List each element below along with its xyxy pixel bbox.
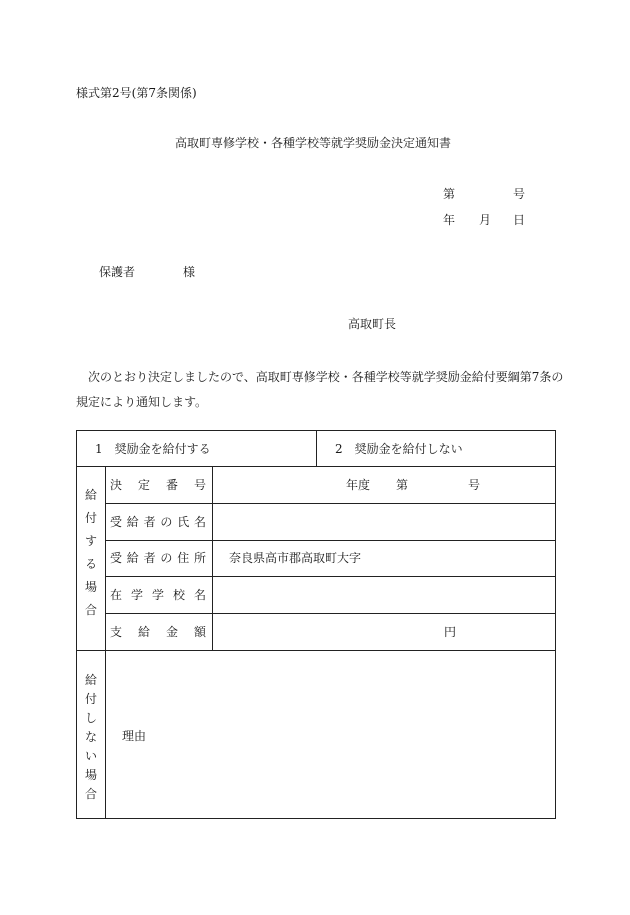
addressee-honorific: 様	[183, 265, 196, 279]
table-divider	[105, 613, 555, 614]
row-label-recipient-name: 受 給 者 の 氏 名	[110, 515, 206, 529]
addressee-label: 保護者	[99, 265, 136, 279]
decision-number-fiscal-year: 年度	[346, 478, 371, 492]
date-month: 月	[479, 213, 492, 227]
no-grant-section-heading: 給 付 し な い 場 合	[84, 673, 97, 801]
reason-label: 理由	[122, 729, 147, 743]
grant-section-heading: 給 付 す る 場 合	[84, 488, 97, 617]
decision-table	[76, 430, 556, 819]
option-no-grant: 2 奨励金を給付しない	[335, 442, 463, 456]
decision-number-dai: 第	[396, 478, 409, 492]
table-divider	[105, 466, 106, 818]
table-divider	[105, 576, 555, 577]
body-text-line-2: 規定により通知します。	[76, 395, 208, 409]
row-label-school-name: 在 学 学 校 名	[110, 588, 206, 602]
recipient-address-value: 奈良県高市郡高取町大字	[229, 551, 362, 565]
table-divider	[316, 431, 317, 466]
table-divider	[77, 650, 555, 651]
decision-number-go: 号	[468, 478, 481, 492]
table-divider	[77, 466, 555, 467]
date-day: 日	[513, 213, 526, 227]
doc-number-dai: 第	[443, 187, 456, 201]
row-label-payment-amount: 支 給 金 額	[110, 625, 206, 639]
document-title: 高取町専修学校・各種学校等就学奨励金決定通知書	[175, 136, 452, 150]
payment-amount-yen: 円	[444, 625, 457, 639]
doc-number-go: 号	[513, 187, 526, 201]
issuer-name: 高取町長	[348, 317, 397, 331]
table-divider	[105, 540, 555, 541]
row-label-recipient-address: 受 給 者 の 住 所	[110, 551, 206, 565]
date-year: 年	[443, 213, 456, 227]
table-divider	[212, 466, 213, 650]
form-number: 様式第2号(第7条関係)	[76, 86, 197, 100]
table-divider	[105, 503, 555, 504]
option-grant: 1 奨励金を給付する	[95, 442, 211, 456]
body-text-line-1: 次のとおり決定しましたので、高取町専修学校・各種学校等就学奨励金給付要綱第7条の	[88, 370, 564, 384]
row-label-decision-number: 決 定 番 号	[110, 478, 206, 492]
